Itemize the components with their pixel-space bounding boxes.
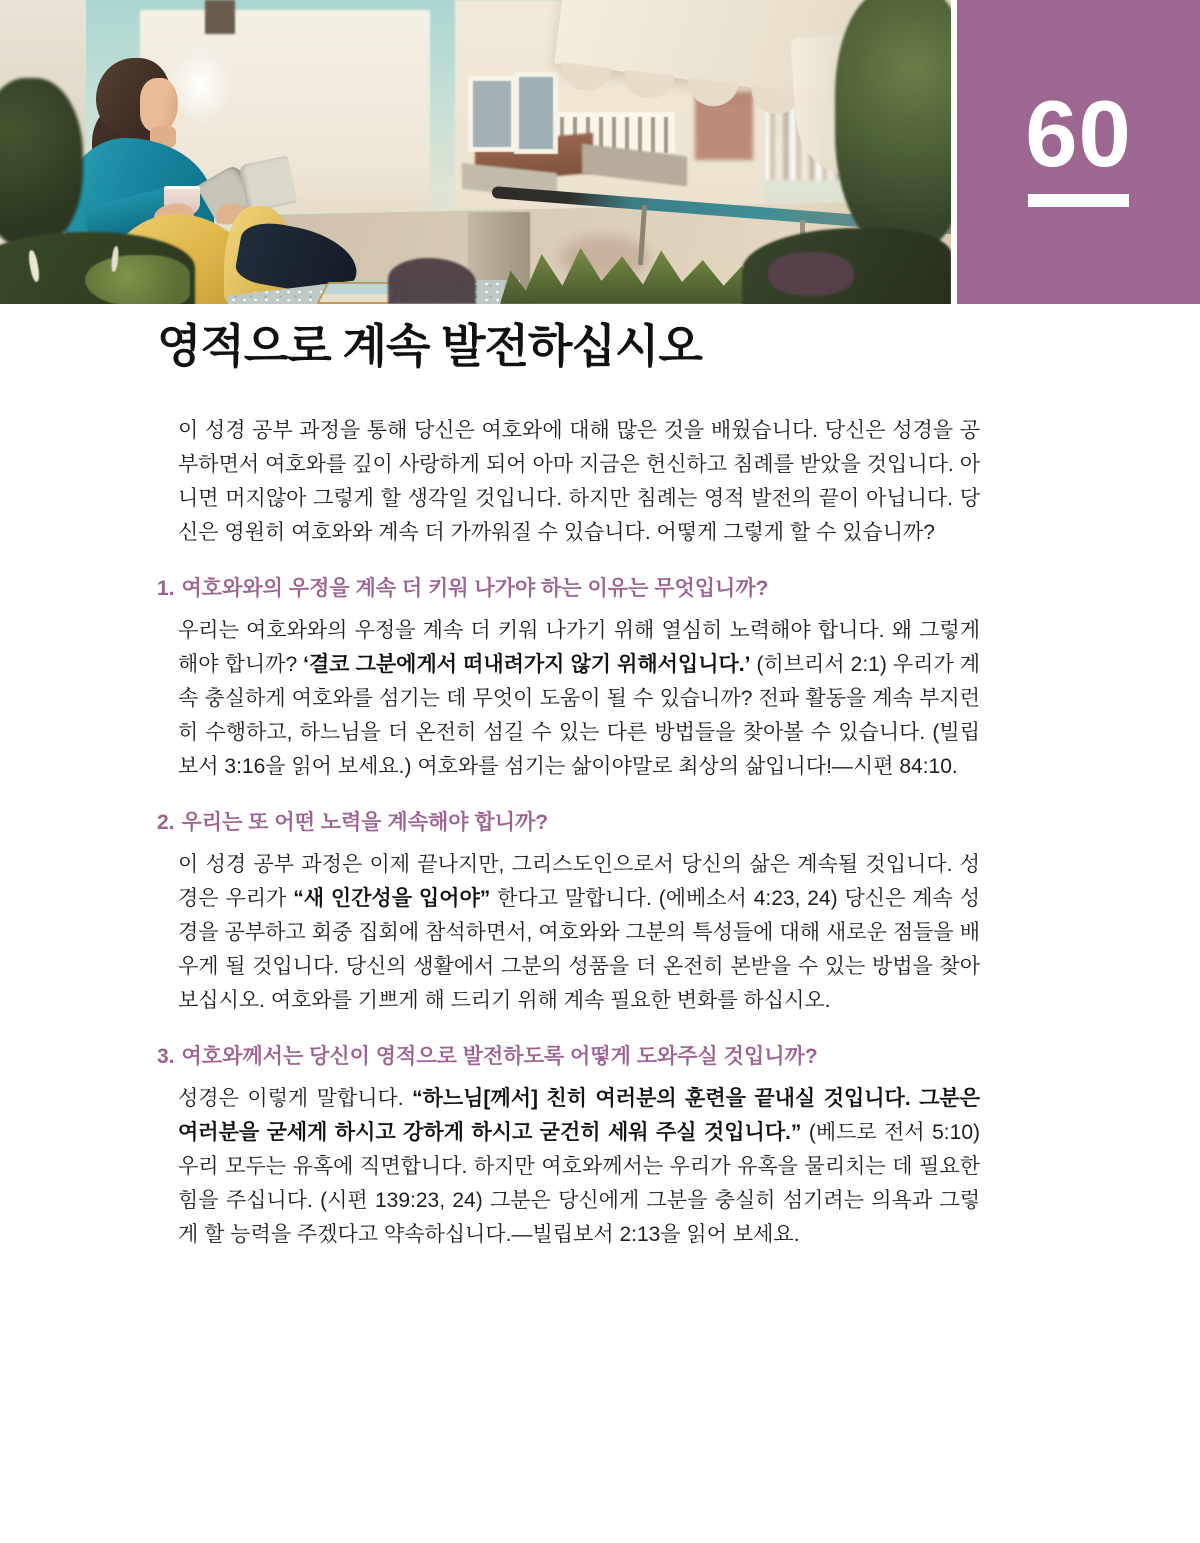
plant-left-tall (0, 78, 83, 248)
scripture-quote-bold: ‘결코 그분에게서 떠내려가지 않기 위해서입니다.’ (303, 653, 751, 676)
page-title: 영적으로 계속 발전하십시오 (157, 320, 702, 372)
open-book-right-page (239, 155, 298, 212)
section-paragraph (178, 1082, 980, 1252)
photo-chimney (205, 0, 235, 34)
question-heading (157, 808, 980, 838)
sections (157, 574, 980, 1252)
lesson-number: 60 (1025, 81, 1132, 186)
question-text: 우리는 또 어떤 노력을 계속해야 합니까? (181, 811, 549, 834)
paragraph-text: (베드로 전서 5:10) 우리 모두는 유혹에 직면합니다. 하지만 여호와께서는 우리가 유혹을 물리치는 데 필요한 힘을 주십니다. (시편 139:23, 24) 그분은 당신에게 그분을 충실히 섬기려는 의욕과 그렇게 할 능력을 주겠다고 약속하십니다.—빌립보서 2:13을 읽어 보세요. (178, 1121, 980, 1246)
lesson-number-underline (1028, 194, 1129, 207)
plant-bright-leaves (85, 255, 190, 304)
plant-purple-leaves (768, 252, 854, 296)
lesson-section (157, 808, 980, 1018)
paragraph-text: 성경은 이렇게 말합니다. (178, 1087, 413, 1110)
hero-photo (0, 0, 951, 304)
photo-light-bokeh (168, 45, 233, 125)
lesson-section (157, 1042, 980, 1252)
question-text: 여호와께서는 당신이 영적으로 발전하도록 어떻게 도와주실 것입니까? (181, 1045, 818, 1068)
question-number: 1. (157, 577, 175, 600)
paragraph-text: 우리는 여호와와의 우정을 계속 더 키워 나가기 위해 열심히 노력해야 합니다. 왜 그렇게 해야 합니까? (178, 619, 980, 676)
question-heading (157, 1042, 980, 1072)
question-text: 여호와와의 우정을 계속 더 키워 나가야 하는 이유는 무엇입니까? (181, 577, 769, 600)
question-heading (157, 574, 980, 604)
section-paragraph (178, 614, 980, 784)
scripture-quote-bold: “새 인간성을 입어야” (293, 887, 491, 910)
woman-face (140, 78, 178, 132)
scripture-quote-bold: “하느님[께서] 친히 여러분의 훈련을 끝내실 것입니다. 그분은 여러분을 굳세게 하시고 강하게 하시고 굳건히 세워 주실 것입니다.” (178, 1087, 980, 1144)
question-number: 2. (157, 811, 175, 834)
lesson-section (157, 574, 980, 784)
paragraph-text: 한다고 말합니다. (에베소서 4:23, 24) 당신은 계속 성경을 공부하고 회중 집회에 참석하면서, 여호와와 그분의 특성들에 대해 새로운 점들을 배우게 될 것입니다. 당신의 생활에서 그분의 성품을 더 온전히 본받을 수 있는 방법을 찾아보십시오. 여호와를 기쁘게 해 드리기 위해 계속 필요한 변화를 하십시오. (178, 887, 980, 1012)
paragraph-text: (히브리서 2:1) 우리가 계속 충실하게 여호와를 섬기는 데 무엇이 도움이 될 수 있습니까? 전파 활동을 계속 부지런히 수행하고, 하느님을 더 온전히 섬길 수 있는 다른 방법들을 찾아볼 수 있습니다. (빌립보서 3:16을 읽어 보세요.) 여호와를 섬기는 삶이야말로 최상의 삶입니다!—시편 84:10. (178, 653, 981, 778)
intro-paragraph: 이 성경 공부 과정을 통해 당신은 여호와에 대해 많은 것을 배웠습니다. 당신은 성경을 공부하면서 여호와를 깊이 사랑하게 되어 아마 지금은 헌신하고 침례를 받았을 것입니다. 아니면 머지않아 그렇게 할 생각일 것입니다. 하지만 침례는 영적 발전의 끝이 아닙니다. 당신은 영원히 여호와와 계속 더 가까워질 수 있습니다. 어떻게 그렇게 할 수 있습니까? (178, 419, 980, 544)
photo-window (468, 76, 516, 152)
lesson-number-block (957, 0, 1200, 304)
section-paragraph (178, 848, 980, 1018)
plant-right-tree (835, 0, 951, 250)
article (157, 318, 980, 1252)
paragraph-text: 이 성경 공부 과정은 이제 끝나지만, 그리스도인으로서 당신의 삶은 계속될 것입니다. 성경은 우리가 (178, 853, 980, 910)
question-number: 3. (157, 1045, 175, 1068)
